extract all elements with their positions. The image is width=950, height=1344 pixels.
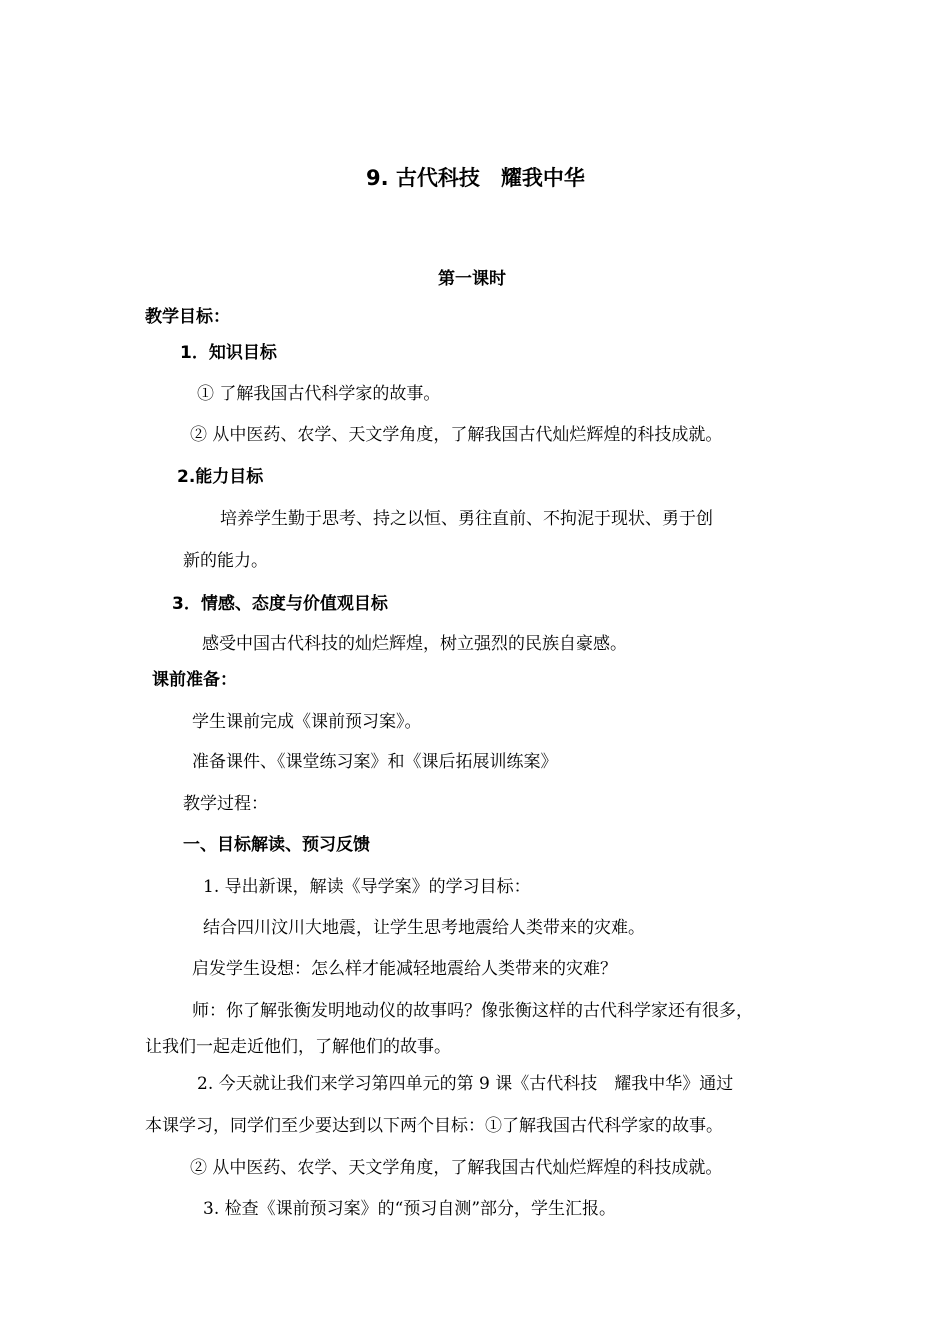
goals-heading: 教学目标： <box>145 307 230 327</box>
knowledge-item-1: ① 了解我国古代科学家的故事。 <box>197 384 441 404</box>
ability-text-line-1: 培养学生勤于思考、持之以恒、勇往直前、不拘泥于现状、勇于创 <box>220 509 713 529</box>
step-1-c-line-2: 让我们一起走近他们，了解他们的故事。 <box>145 1037 451 1057</box>
step-1-a: 结合四川汶川大地震，让学生思考地震给人类带来的灾难。 <box>203 918 645 938</box>
step-2-line-3: ② 从中医药、农学、天文学角度，了解我国古代灿烂辉煌的科技成就。 <box>190 1158 723 1178</box>
ability-text-line-2: 新的能力。 <box>183 551 268 571</box>
step-1-c-line-1: 师：你了解张衡发明地动仪的故事吗？像张衡这样的古代科学家还有很多， <box>192 1001 753 1021</box>
process-heading: 教学过程： <box>183 794 268 814</box>
step-1-b: 启发学生设想：怎么样才能减轻地震给人类带来的灾难？ <box>192 959 617 979</box>
lesson-heading: 第一课时 <box>438 269 506 289</box>
step-1: 1. 导出新课，解读《导学案》的学习目标： <box>203 877 531 897</box>
prep-item-1: 学生课前完成《课前预习案》。 <box>192 712 422 732</box>
knowledge-item-2: ② 从中医药、农学、天文学角度，了解我国古代灿烂辉煌的科技成就。 <box>190 425 723 445</box>
prep-item-2: 准备课件、《课堂练习案》和《课后拓展训练案》 <box>192 752 558 772</box>
step-3: 3. 检查《课前预习案》的“预习自测”部分，学生汇报。 <box>203 1199 617 1219</box>
emotion-text: 感受中国古代科技的灿烂辉煌，树立强烈的民族自豪感。 <box>202 634 627 654</box>
page-title: 9. 古代科技 耀我中华 <box>366 166 585 190</box>
emotion-heading: 3．情感、态度与价值观目标 <box>172 594 388 614</box>
prep-heading: 课前准备： <box>152 670 237 690</box>
step-2-line-1: 2. 今天就让我们来学习第四单元的第 9 课《古代科技 耀我中华》通过 <box>197 1074 734 1094</box>
ability-heading: 2.能力目标 <box>177 467 264 487</box>
section-1-heading: 一、目标解读、预习反馈 <box>183 835 370 855</box>
knowledge-heading: 1．知识目标 <box>180 343 277 363</box>
step-2-line-2: 本课学习，同学们至少要达到以下两个目标：①了解我国古代科学家的故事。 <box>145 1116 723 1136</box>
